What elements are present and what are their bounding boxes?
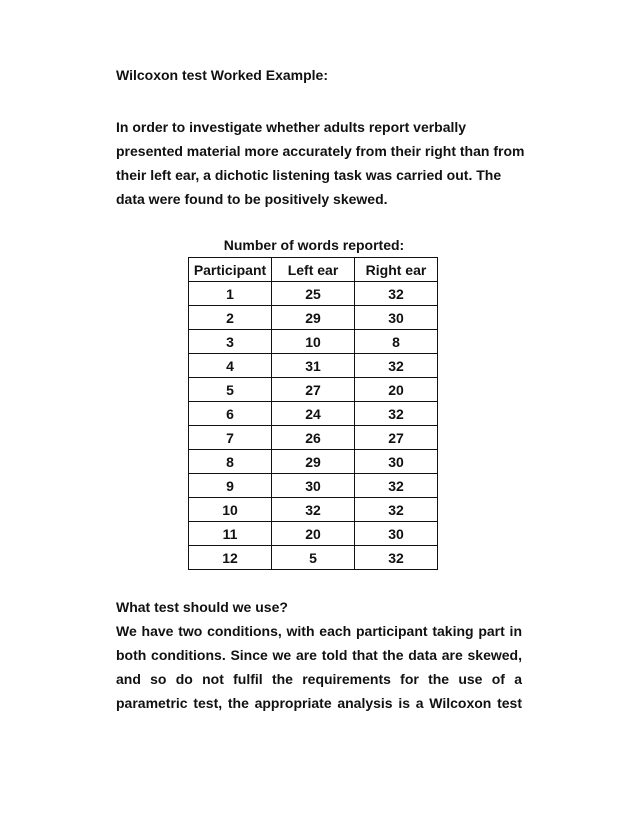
question-heading: What test should we use? — [116, 599, 288, 615]
left-ear-cell: 29 — [272, 306, 355, 330]
left-ear-cell: 24 — [272, 402, 355, 426]
table-row — [189, 306, 438, 330]
right-ear-cell: 32 — [355, 498, 438, 522]
participant-cell: 7 — [189, 426, 272, 450]
header-right-ear: Right ear — [355, 258, 438, 282]
right-ear-cell: 32 — [355, 402, 438, 426]
right-ear-cell: 8 — [355, 330, 438, 354]
table-row — [189, 450, 438, 474]
table-row — [189, 546, 438, 570]
participant-cell: 12 — [189, 546, 272, 570]
participant-cell: 1 — [189, 282, 272, 306]
table-row — [189, 498, 438, 522]
answer-line: parametric test, the appropriate analysis is a Wilcoxon test — [116, 695, 522, 711]
participant-cell: 3 — [189, 330, 272, 354]
intro-line: data were found to be positively skewed. — [116, 191, 388, 207]
table-row — [189, 522, 438, 546]
left-ear-cell: 10 — [272, 330, 355, 354]
left-ear-cell: 29 — [272, 450, 355, 474]
left-ear-cell: 32 — [272, 498, 355, 522]
intro-line: presented material more accurately from their right than from — [116, 143, 525, 159]
table-row — [189, 282, 438, 306]
table-row — [189, 354, 438, 378]
participant-cell: 4 — [189, 354, 272, 378]
answer-line: both conditions. Since we are told that the data are skewed, — [116, 647, 522, 663]
table-row — [189, 402, 438, 426]
right-ear-cell: 30 — [355, 306, 438, 330]
answer-line: We have two conditions, with each participant taking part in — [116, 623, 522, 639]
participant-cell: 5 — [189, 378, 272, 402]
right-ear-cell: 32 — [355, 474, 438, 498]
left-ear-cell: 31 — [272, 354, 355, 378]
table-header-row — [189, 258, 438, 282]
right-ear-cell: 30 — [355, 522, 438, 546]
document-title: Wilcoxon test Worked Example: — [116, 67, 328, 83]
intro-line: their left ear, a dichotic listening task was carried out. The — [116, 167, 502, 183]
left-ear-cell: 25 — [272, 282, 355, 306]
words-reported-table — [188, 257, 438, 570]
header-participant: Participant — [189, 258, 272, 282]
right-ear-cell: 32 — [355, 546, 438, 570]
answer-paragraph — [116, 622, 522, 718]
participant-cell: 2 — [189, 306, 272, 330]
left-ear-cell: 30 — [272, 474, 355, 498]
table-row — [189, 378, 438, 402]
table-row — [189, 474, 438, 498]
participant-cell: 6 — [189, 402, 272, 426]
table-row — [189, 330, 438, 354]
intro-paragraph — [116, 118, 526, 214]
right-ear-cell: 20 — [355, 378, 438, 402]
table-row — [189, 426, 438, 450]
table-caption: Number of words reported: — [223, 237, 405, 253]
left-ear-cell: 20 — [272, 522, 355, 546]
intro-line: In order to investigate whether adults report verbally — [116, 119, 467, 135]
left-ear-cell: 26 — [272, 426, 355, 450]
right-ear-cell: 32 — [355, 354, 438, 378]
right-ear-cell: 32 — [355, 282, 438, 306]
participant-cell: 11 — [189, 522, 272, 546]
participant-cell: 8 — [189, 450, 272, 474]
left-ear-cell: 27 — [272, 378, 355, 402]
left-ear-cell: 5 — [272, 546, 355, 570]
right-ear-cell: 30 — [355, 450, 438, 474]
header-left-ear: Left ear — [272, 258, 355, 282]
participant-cell: 10 — [189, 498, 272, 522]
answer-line: and so do not fulfil the requirements for the use of a — [116, 671, 522, 687]
participant-cell: 9 — [189, 474, 272, 498]
right-ear-cell: 27 — [355, 426, 438, 450]
